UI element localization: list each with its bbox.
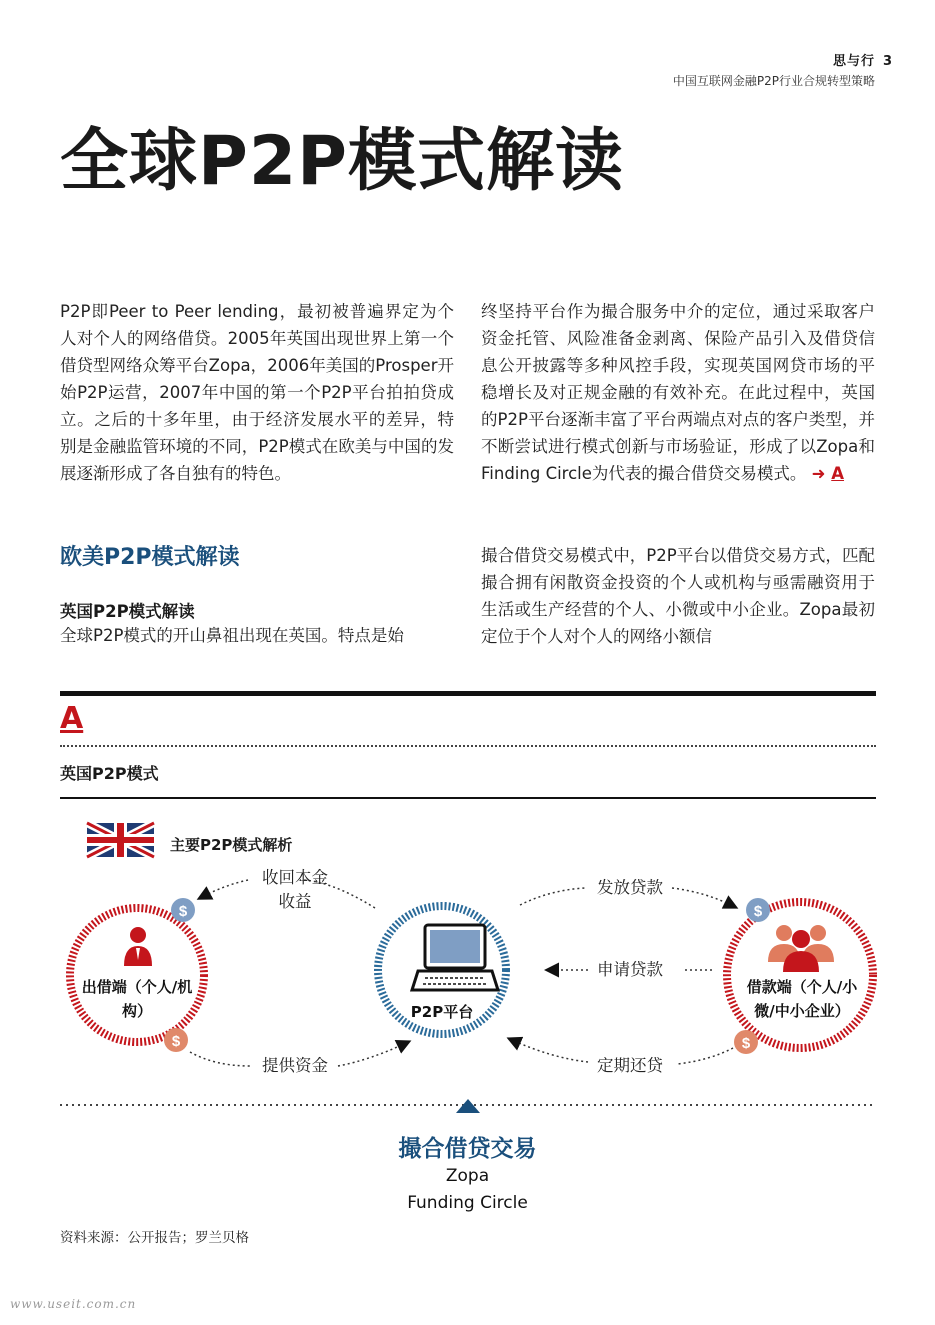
example-funding-circle: Funding Circle: [407, 1193, 528, 1213]
dollar-coin-icon: [734, 1030, 758, 1054]
report-title: 中国互联网金融P2P行业合规转型策略: [672, 74, 875, 88]
example-zopa: Zopa: [445, 1166, 490, 1186]
figure-label: A: [60, 701, 84, 736]
intro-left-paragraph: P2P即Peer to Peer lending，最初被普遍界定为个人对个人的网络借贷。2005年英国出现世界上第一个借贷型网络众筹平台Zopa，2006年美国的Prosper开始P2P运营，2007年中国的第一个P2P平台拍拍贷成立。之后的十多年里，由于经济发展水平的差异，特别是金融监管环境的不同，P2P模式在欧美与中国的发展逐渐形成了各自独有的特色。: [60, 302, 454, 483]
figure-title: 英国P2P模式: [60, 764, 159, 783]
subsection-heading: 英国P2P模式解读: [60, 602, 195, 621]
dollar-symbol: $: [741, 1035, 751, 1052]
flow-disburse-arrow: [672, 888, 733, 906]
flow-return-line1: 收回本金: [262, 868, 328, 887]
dollar-coin-icon: [171, 898, 195, 922]
lender-label: 出借端（个人/机构）: [81, 978, 193, 1020]
dollar-symbol: $: [753, 903, 763, 920]
section-right-paragraph: 撮合借贷交易模式中，P2P平台以借贷交易方式，匹配撮合拥有闲散资金投资的个人或机构与亟需融资用于生活或生产经营的个人、小微或中小企业。Zopa最初定位于个人对个人的网络小额信: [481, 546, 875, 646]
flow-repay-label: 定期还贷: [597, 1056, 663, 1075]
arrow-right-icon: ➜: [811, 464, 826, 483]
source-note: 资料来源：公开报告；罗兰贝格: [60, 1230, 249, 1246]
flow-apply-label: 申请贷款: [597, 960, 663, 979]
borrower-label: 借款端（个人/小微/中小企业）: [746, 978, 858, 1020]
section-heading: 欧美P2P模式解读: [60, 545, 240, 570]
subsection-paragraph: 全球P2P模式的开山鼻祖出现在英国。特点是始: [60, 626, 404, 645]
figure-reference-letter: A: [831, 464, 845, 483]
flow-return-line2: 收益: [278, 892, 312, 911]
flow-return-label: [245, 866, 345, 914]
flow-disburse-line-left: [520, 888, 585, 905]
dollar-coin-icon: [164, 1028, 188, 1052]
flow-return-arrow: [202, 880, 248, 897]
flow-repay-line-right: [678, 1048, 733, 1064]
flow-repay-arrow: [512, 1040, 588, 1062]
platform-label: P2P平台: [410, 1003, 474, 1021]
laptop-icon: [412, 925, 498, 990]
dollar-coin-icon: [746, 898, 770, 922]
flow-disburse-label: 发放贷款: [597, 878, 663, 897]
uk-flag-icon: [87, 823, 154, 857]
page-number: 3: [882, 54, 893, 69]
page-title: 全球P2P模式解读: [60, 122, 624, 201]
dollar-symbol: $: [171, 1033, 181, 1050]
watermark: www.useit.com.cn: [10, 1297, 137, 1311]
triangle-up-icon: [456, 1099, 480, 1113]
intro-right-text: 终坚持平台作为撮合服务中介的定位，通过采取客户资金托管、风险准备金剥离、保险产品引入及借贷信息公开披露等多种风控手段，实现英国网贷市场的平稳增长及对正规金融的有效补充。在此过程中，英国的P2P平台逐渐丰富了平台两端点对点的客户类型，并不断尝试进行模式创新与市场验证，形成了以Zopa和Finding Circle为代表的撮合借贷交易模式。: [481, 302, 875, 483]
dollar-symbol: $: [178, 903, 188, 920]
legend-label: 主要P2P模式解析: [170, 836, 293, 854]
model-name: 撮合借贷交易: [398, 1136, 537, 1162]
brand-name: 思与行: [832, 54, 875, 69]
flow-provide-line-left: [190, 1052, 250, 1066]
flow-provide-label: 提供资金: [262, 1056, 328, 1075]
flow-provide-arrow: [338, 1043, 406, 1066]
